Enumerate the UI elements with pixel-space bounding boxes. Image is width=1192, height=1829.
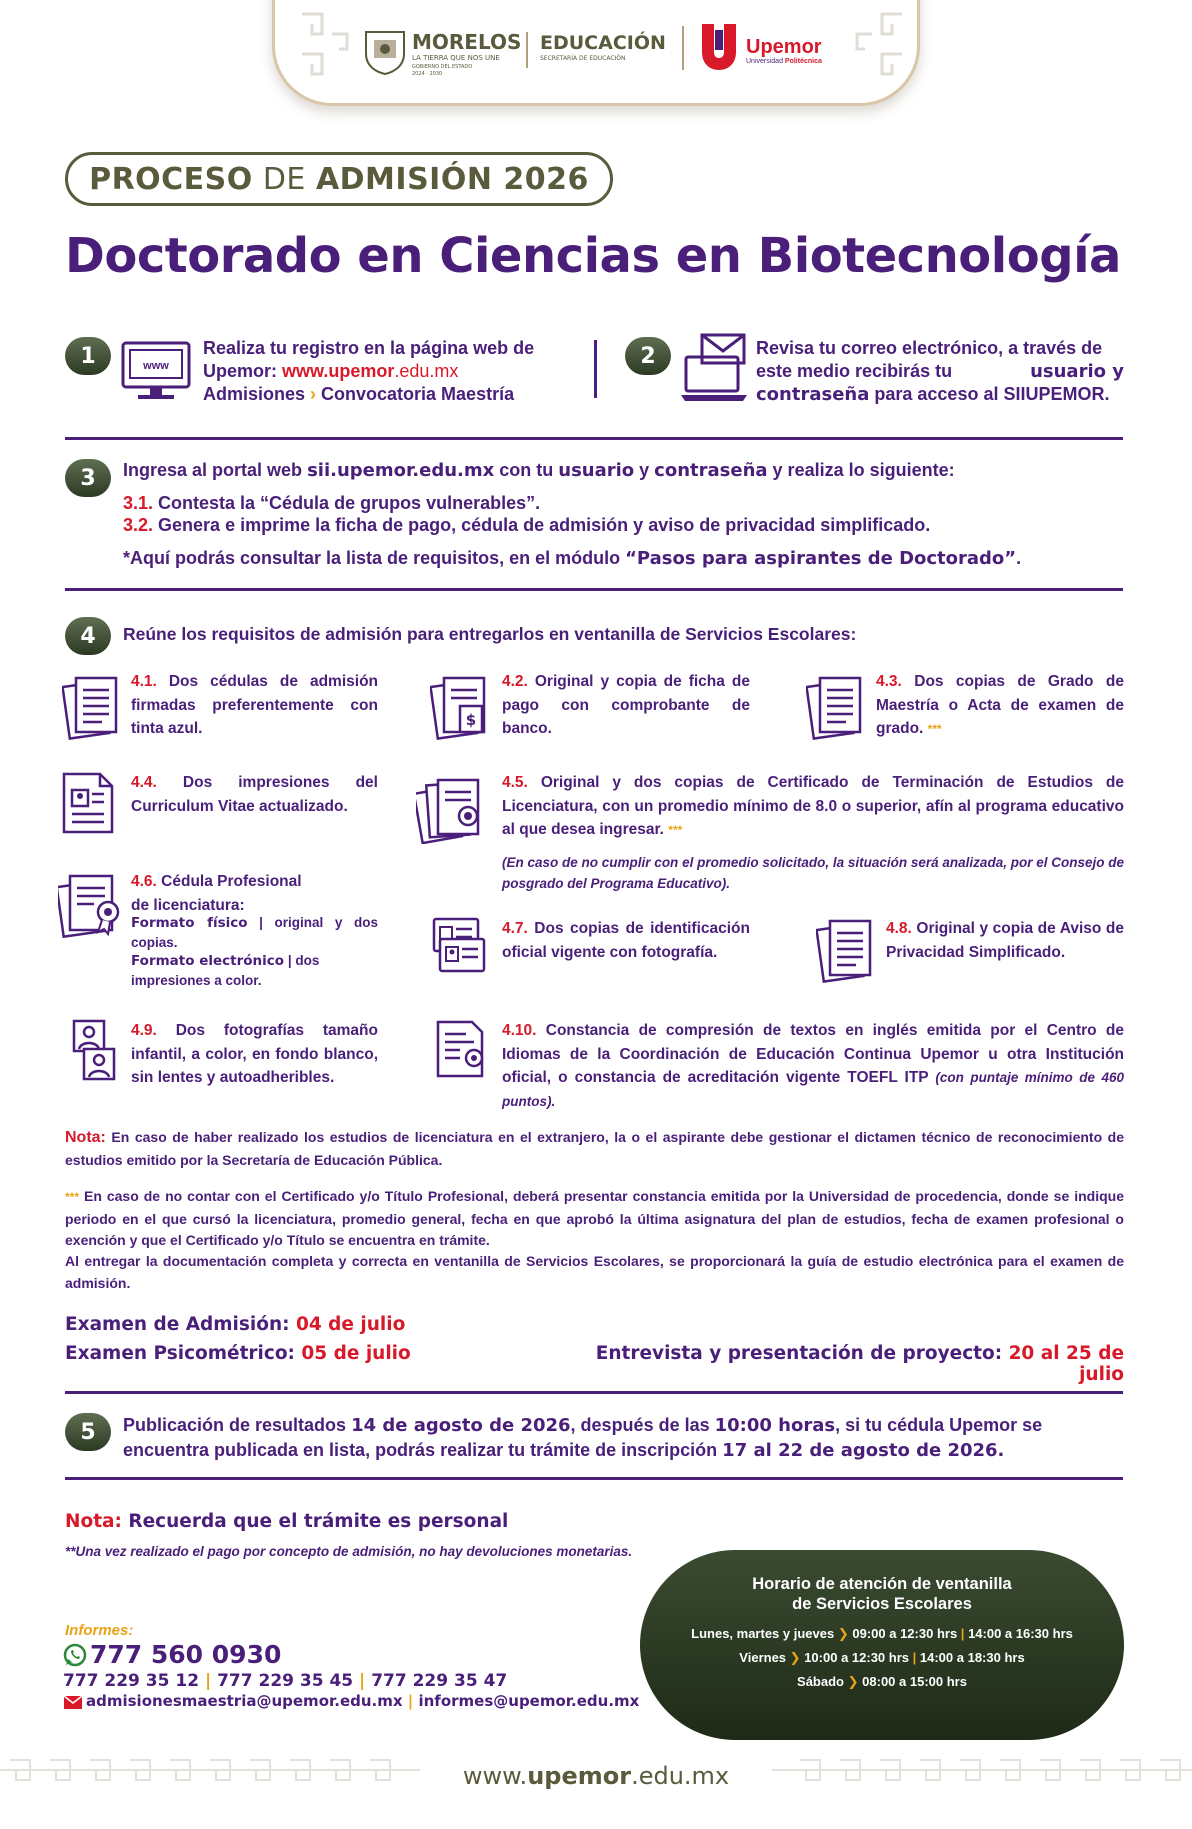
- professional-license-icon: [58, 872, 126, 938]
- phone-1[interactable]: 777 229 35 12: [63, 1671, 200, 1691]
- step-3-note: *Aquí podrás consultar la lista de requisitos, en el módulo “Pasos para aspirantes de Doctorado”.: [123, 548, 1022, 569]
- footer-url-link[interactable]: www.upemor.edu.mx: [462, 1762, 730, 1790]
- divider-line: [65, 437, 1123, 440]
- schedule-title-line-2: de Servicios Escolares: [792, 1595, 972, 1613]
- logo-morelos-sub: GOBIERNO DEL ESTADO: [412, 64, 473, 70]
- schedule-title: [640, 1574, 1124, 1614]
- step-4-badge: 4: [65, 617, 111, 655]
- divider-line: [65, 1477, 1123, 1480]
- step-3-item-1: 3.1. Contesta la “Cédula de grupos vulnerables”.: [123, 493, 541, 513]
- step-2-text: [756, 337, 1124, 406]
- certificate-document-icon: [434, 1020, 490, 1078]
- logo-upemor-sub: Universidad Politécnica: [746, 58, 822, 65]
- logo-educacion-sub: SECRETARÍA DE EDUCACIÓN: [540, 55, 626, 62]
- payment-receipt-icon: [430, 674, 490, 740]
- certificate-stack-icon: [416, 776, 488, 844]
- schedule-row-saturday: Sábado ❯ 08:00 a 15:00 hrs: [797, 1674, 967, 1689]
- note-certificate: *** En caso de no contar con el Certificado y/o Título Profesional, deberá presentar constancia emitida por la Universidad de procedencia, donde se indique periodo en el que cursó la licenciatura, promedio general, fecha en que aprobó la última asignatura del plan de estudios, fecha de examen profesional o exención y que el Certificado y/o Título se encuentra en trámite.: [65, 1188, 1124, 1248]
- informes-label: Informes:: [65, 1622, 134, 1639]
- schedule-row-friday: Viernes ❯ 10:00 a 12:30 hrs | 14:00 a 18:30 hrs: [739, 1650, 1025, 1665]
- requirement-4-6-format-electronic: Formato electrónico | dos impresiones a color.: [131, 953, 320, 988]
- requirement-4-6-format-physical: Formato físico | original y dos copias.: [131, 915, 378, 950]
- svg-text:$: $: [465, 711, 477, 729]
- step-1-line-1: Realiza tu registro en la página web de: [203, 338, 535, 358]
- ornament-left-icon: [292, 4, 352, 94]
- step-5-badge: 5: [65, 1413, 111, 1451]
- requirement-4-1: 4.1. Dos cédulas de admisión firmadas preferentemente con tinta azul.: [131, 673, 378, 737]
- requirement-4-3: 4.3. Dos copias de Grado de Maestría o Acta de examen de grado. ***: [876, 673, 1124, 737]
- requirement-4-6-line-2: de licenciatura:: [131, 896, 245, 914]
- requirement-4-7: 4.7. Dos copias de identificación oficial vigente con fotografía.: [502, 920, 750, 961]
- logo-divider: [682, 26, 684, 70]
- phone-main[interactable]: 777 560 0930: [90, 1640, 282, 1669]
- step-2-line-1: Revisa tu correo electrónico, a través de: [756, 338, 1103, 358]
- refund-note: **Una vez realizado el pago por concepto de admisión, no hay devoluciones monetarias.: [65, 1544, 633, 1559]
- step-5-text: [123, 1413, 1124, 1463]
- icon-www-text: www: [143, 360, 169, 372]
- phone-list: 777 229 35 12 | 777 229 35 45 | 777 229 35 47: [63, 1671, 508, 1691]
- schedule-title-line-1: Horario de atención de ventanilla: [752, 1575, 1012, 1593]
- whatsapp-icon: [63, 1643, 87, 1667]
- requirement-4-10: 4.10. Constancia de compresión de textos en inglés emitida por el Centro de Idiomas de la Coordinación de Educación Continua Upemor u otra Institución oficial, o constancia de acreditación vigente TOEFL ITP (con puntaje mínimo de 460 puntos).: [502, 1022, 1124, 1109]
- exam-admision: Examen de Admisión: 04 de julio: [65, 1314, 406, 1335]
- requirement-4-6: [131, 870, 378, 917]
- id-card-icon: [432, 917, 486, 973]
- requirement-4-5-note: (En caso de no cumplir con el promedio solicitado, la situación será analizada, por el Consejo de posgrado del Programa Educativo).: [502, 855, 1124, 891]
- step-5-line-1: Publicación de resultados 14 de agosto de 2026, después de las 10:00 horas, si tu cédula Upemor se: [123, 1415, 1043, 1436]
- title-pill-word-de: DE: [252, 161, 316, 197]
- logo-morelos: MORELOS: [412, 30, 522, 54]
- logo-upemor: Upemor: [746, 36, 822, 58]
- title-pill-word-admision: ADMISIÓN 2026: [315, 161, 589, 197]
- requirement-4-5: 4.5. Original y dos copias de Certificado de Terminación de Estudios de Licenciatura, con un promedio mínimo de 8.0 o superior, afín al programa educativo al que desea ingresar. ***: [502, 774, 1124, 838]
- documents-stack-icon: [62, 674, 122, 740]
- logo-educacion: EDUCACIÓN: [540, 32, 666, 54]
- logo-morelos-years: 2024 · 2030: [412, 71, 443, 77]
- title-pill-word-proceso: PROCESO: [89, 161, 253, 197]
- requirement-4-6-line-1: 4.6. Cédula Profesional: [131, 873, 302, 890]
- upemor-link[interactable]: www.upemor: [282, 361, 395, 381]
- logo-morelos-tagline: LA TIERRA QUE NOS UNE: [412, 54, 500, 62]
- note-foreign-studies: Nota: En caso de haber realizado los estudios de licenciatura en el extranjero, la o el aspirante debe gestionar el dictamen técnico de reconocimiento de estudios emitido por la Secretaría de Educación Pública.: [65, 1129, 1124, 1168]
- step-1-line-2: Upemor: www.upemor.edu.mx: [203, 361, 459, 381]
- sii-link[interactable]: sii.upemor.edu.mx: [307, 460, 495, 481]
- step-1-badge: 1: [65, 337, 111, 375]
- exam-entrevista: Entrevista y presentación de proyecto: 20 al 25 de julio: [595, 1343, 1124, 1385]
- step-2-line-2: este medio recibirás tu usuario y: [756, 361, 1124, 382]
- schedule-row-weekdays: Lunes, martes y jueves ❯ 09:00 a 12:30 hrs | 14:00 a 16:30 hrs: [691, 1626, 1073, 1641]
- personal-procedure-note: Nota: Recuerda que el trámite es personal: [65, 1511, 509, 1532]
- step-3-badge: 3: [65, 459, 111, 497]
- morelos-shield-icon: [362, 28, 408, 76]
- divider-line: [65, 588, 1123, 591]
- step-2-line-3: contraseña para acceso al SIIUPEMOR.: [756, 384, 1110, 405]
- ornament-right-icon: [852, 4, 912, 94]
- exam-psicometrico: Examen Psicométrico: 05 de julio: [65, 1343, 411, 1364]
- phone-3[interactable]: 777 229 35 47: [371, 1671, 508, 1691]
- schedule-box: [640, 1550, 1124, 1740]
- step-3-item-2: 3.2. Genera e imprime la ficha de pago, cédula de admisión y aviso de privacidad simplificado.: [123, 515, 931, 535]
- email-list: admisionesmaestria@upemor.edu.mx | informes@upemor.edu.mx: [86, 1692, 640, 1710]
- step-3-intro: Ingresa al portal web sii.upemor.edu.mx con tu usuario y contraseña y realiza lo siguiente:: [123, 460, 955, 481]
- curriculum-vitae-icon: [60, 770, 120, 836]
- phone-2[interactable]: 777 229 35 45: [217, 1671, 354, 1691]
- step-divider: [594, 340, 597, 398]
- upemor-u-logo-icon: [698, 22, 740, 72]
- email-admisiones-link[interactable]: admisionesmaestria@upemor.edu.mx: [86, 1692, 403, 1710]
- mail-icon: [64, 1696, 82, 1709]
- note-delivery: Al entregar la documentación completa y correcta en ventanilla de Servicios Escolares, se proporcionará la guía de estudio electrónica para el examen de admisión.: [65, 1253, 1124, 1291]
- step-1-line-3: Admisiones › Convocatoria Maestría: [203, 384, 515, 404]
- title-pill: [65, 152, 613, 206]
- documents-stack-icon: [806, 674, 866, 740]
- laptop-mail-icon: [680, 333, 748, 403]
- page-title: Doctorado en Ciencias en Biotecnología: [65, 228, 1121, 284]
- documents-stack-icon: [816, 917, 876, 983]
- logo-divider: [526, 32, 528, 68]
- requirement-4-4: 4.4. Dos impresiones del Curriculum Vitae actualizado.: [131, 774, 378, 815]
- requirement-4-9: 4.9. Dos fotografías tamaño infantil, a color, en fondo blanco, sin lentes y autoadheribles.: [131, 1022, 378, 1086]
- requirement-4-2: 4.2. Original y copia de ficha de pago con comprobante de banco.: [502, 673, 750, 737]
- requirement-4-8: 4.8. Original y copia de Aviso de Privacidad Simplificado.: [886, 920, 1124, 961]
- email-informes-link[interactable]: informes@upemor.edu.mx: [418, 1692, 640, 1710]
- step-1-text: [203, 337, 534, 406]
- divider-line: [65, 1391, 1123, 1394]
- step-4-intro: Reúne los requisitos de admisión para entregarlos en ventanilla de Servicios Escolares:: [123, 624, 857, 644]
- step-2-badge: 2: [625, 337, 671, 375]
- step-5-line-2: encuentra publicada en lista, podrás realizar tu trámite de inscripción 17 al 22 de agosto de 2026.: [123, 1440, 1005, 1461]
- computer-www-icon: [120, 340, 192, 402]
- photos-icon: [72, 1019, 116, 1081]
